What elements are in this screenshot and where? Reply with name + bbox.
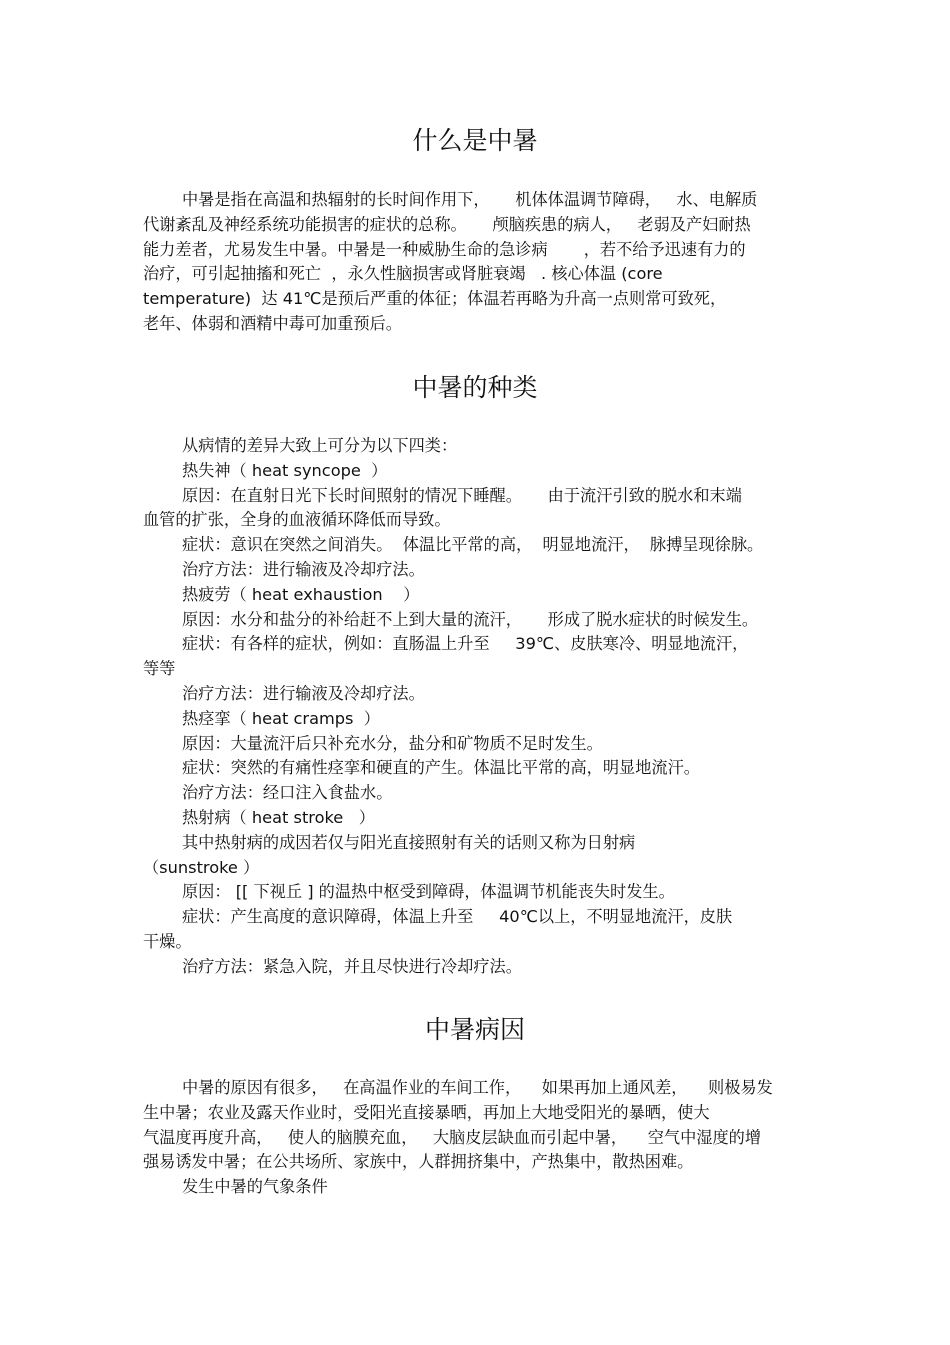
text-line: 发生中暑的气象条件 [182, 1177, 328, 1197]
text-line: 中暑是指在高温和热辐射的长时间作用下， 机体体温调节障碍， 水、电解质 [182, 190, 758, 209]
section-title-types: 中暑的种类 [412, 373, 538, 402]
text-line: 治疗方法：紧急入院，并且尽快进行冷却疗法。 [182, 956, 522, 976]
text-line: 代谢紊乱及神经系统功能损害的症状的总称。 颅脑疾患的病人， 老弱及产妇耐热 [143, 214, 751, 234]
text-line: 能力差者，尤易发生中暑。中暑是一种威胁生命的急诊病 ，若不给予迅速有力的 [143, 239, 746, 259]
text-line: 强易诱发中暑；在公共场所、家族中，人群拥挤集中，产热集中，散热困难。 [143, 1152, 694, 1172]
text-line: 原因： [[ 下视丘 ] 的温热中枢受到障碍，体温调节机能丧失时发生。 [182, 882, 675, 902]
text-line: 治疗方法：经口注入食盐水。 [182, 783, 393, 803]
subheading-heat-cramps: 热痉挛（ heat cramps ） [182, 708, 380, 728]
causes-paragraph [143, 1076, 811, 1200]
text-line: 治疗，可引起抽搐和死亡 ，永久性脑损害或肾脏衰竭 . 核心体温 (core [143, 264, 663, 284]
text-line: 老年、体弱和酒精中毒可加重预后。 [143, 313, 402, 333]
text-line: 气温度再度升高， 使人的脑膜充血， 大脑皮层缺血而引起中暑， 空气中湿度的增 [143, 1127, 762, 1147]
subheading-heat-syncope: 热失神（ heat syncope ） [182, 460, 388, 480]
text-line: 干燥。 [143, 931, 192, 951]
text-line: temperature) 达 41℃是预后严重的体征；体温若再略为升高一点则常可致死， [143, 289, 727, 309]
text-line: 原因：水分和盐分的补给赶不上到大量的流汗， 形成了脱水症状的时候发生。 [182, 609, 759, 629]
text-line: 原因：在直射日光下长时间照射的情况下睡醒。 由于流汗引致的脱水和末端 [182, 485, 742, 505]
text-line: 从病情的差异大致上可分为以下四类： [182, 436, 458, 455]
intro-paragraph [143, 188, 811, 337]
text-line: 血管的扩张，全身的血液循环降低而导致。 [143, 510, 451, 530]
text-line: 症状：产生高度的意识障碍，体温上升至 40℃以上，不明显地流汗，皮肤 [182, 907, 733, 927]
text-line: 中暑的原因有很多， 在高温作业的车间工作， 如果再加上通风差， 则极易发 [182, 1078, 773, 1097]
subheading-heat-exhaustion: 热疲劳（ heat exhaustion ） [182, 584, 420, 604]
text-line: 生中暑；农业及露天作业时，受阳光直接暴晒，再加上大地受阳光的暴晒，使大 [143, 1102, 710, 1122]
text-line: 其中热射病的成因若仅与阳光直接照射有关的话则又称为日射病 [182, 832, 636, 852]
text-line: 治疗方法：进行输液及冷却疗法。 [182, 683, 425, 703]
text-line: 症状：意识在突然之间消失。 体温比平常的高， 明显地流汗， 脉搏呈现徐脉。 [182, 535, 764, 555]
text-line: 症状：突然的有痛性痉挛和硬直的产生。体温比平常的高，明显地流汗。 [182, 758, 700, 778]
text-line: （sunstroke ） [143, 857, 260, 877]
subheading-heat-stroke: 热射病（ heat stroke ） [182, 807, 375, 827]
text-line: 症状：有各样的症状，例如：直肠温上升至 39℃、皮肤寒冷、明显地流汗， [182, 634, 749, 654]
text-line: 治疗方法：进行输液及冷却疗法。 [182, 559, 425, 579]
text-line: 原因：大量流汗后只补充水分，盐分和矿物质不足时发生。 [182, 733, 603, 753]
section-title-what-is-heatstroke: 什么是中暑 [412, 126, 538, 155]
section-title-causes: 中暑病因 [424, 1015, 525, 1044]
types-paragraph [143, 434, 811, 980]
text-line: 等等 [143, 659, 176, 679]
